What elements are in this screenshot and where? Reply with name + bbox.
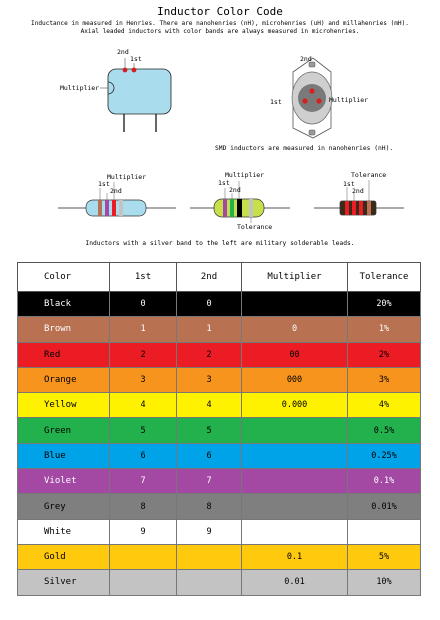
second-digit-cell (177, 570, 242, 595)
smd-dot-left (302, 98, 307, 103)
first-digit-cell: 2 (110, 342, 177, 367)
military-note: Inductors with a silver band to the left are military solderable leads. (85, 240, 355, 247)
table-row (18, 544, 421, 569)
first-digit-cell: 0 (110, 292, 177, 317)
axial-c-label-tolerance: Tolerance (351, 171, 387, 179)
header-tolerance: Tolerance (348, 263, 421, 292)
radial-inductor (100, 58, 171, 132)
second-digit-cell: 3 (177, 367, 242, 392)
first-digit-cell: 9 (110, 519, 177, 544)
first-digit-cell: 5 (110, 418, 177, 443)
second-digit-cell: 7 (177, 469, 242, 494)
table-row (18, 469, 421, 494)
second-digit-cell: 8 (177, 494, 242, 519)
radial-dot-1st (132, 68, 137, 73)
smd-label-2nd: 2nd (300, 55, 312, 63)
color-name-cell: White (18, 519, 110, 544)
tolerance-cell: 4% (348, 393, 421, 418)
inductor-diagrams (0, 0, 440, 260)
smd-inductor (292, 58, 332, 138)
multiplier-cell (242, 418, 348, 443)
tolerance-cell (348, 519, 421, 544)
color-name-cell: Brown (18, 317, 110, 342)
color-code-table (17, 262, 421, 596)
axial-b-label-1st: 1st (218, 179, 230, 187)
smd-label-1st: 1st (270, 98, 282, 106)
table-row (18, 570, 421, 595)
axial-a-label-2nd: 2nd (110, 187, 122, 195)
table-row (18, 393, 421, 418)
radial-body (108, 69, 171, 114)
table-row (18, 342, 421, 367)
first-digit-cell (110, 570, 177, 595)
radial-label-2nd: 2nd (117, 48, 129, 56)
color-name-cell: Black (18, 292, 110, 317)
header-color: Color (18, 263, 110, 292)
color-name-cell: Violet (18, 469, 110, 494)
first-digit-cell: 3 (110, 367, 177, 392)
tolerance-cell: 1% (348, 317, 421, 342)
color-name-cell: Blue (18, 443, 110, 468)
smd-core (298, 84, 326, 112)
color-name-cell: Red (18, 342, 110, 367)
first-digit-cell (110, 544, 177, 569)
tolerance-cell: 20% (348, 292, 421, 317)
multiplier-cell (242, 494, 348, 519)
radial-label-multiplier: Multiplier (60, 84, 100, 92)
multiplier-cell: 00 (242, 342, 348, 367)
second-digit-cell: 9 (177, 519, 242, 544)
header-multiplier: Multiplier (242, 263, 348, 292)
multiplier-cell: 0 (242, 317, 348, 342)
tolerance-cell: 2% (348, 342, 421, 367)
multiplier-cell (242, 292, 348, 317)
second-digit-cell: 5 (177, 418, 242, 443)
axial-a-label-1st: 1st (98, 180, 110, 188)
axial-b-label-tolerance: Tolerance (237, 223, 273, 231)
table-header-row (18, 263, 421, 292)
multiplier-cell (242, 443, 348, 468)
table-row (18, 367, 421, 392)
smd-label-multiplier: Multiplier (329, 96, 369, 104)
second-digit-cell: 2 (177, 342, 242, 367)
first-digit-cell: 1 (110, 317, 177, 342)
header-2nd: 2nd (177, 263, 242, 292)
second-digit-cell: 1 (177, 317, 242, 342)
color-name-cell: Orange (18, 367, 110, 392)
table-row (18, 418, 421, 443)
table-row (18, 443, 421, 468)
tolerance-cell: 0.5% (348, 418, 421, 443)
tolerance-cell: 5% (348, 544, 421, 569)
tolerance-cell: 0.01% (348, 494, 421, 519)
table-row (18, 519, 421, 544)
multiplier-cell: 0.000 (242, 393, 348, 418)
color-name-cell: Yellow (18, 393, 110, 418)
tolerance-cell: 3% (348, 367, 421, 392)
multiplier-cell (242, 469, 348, 494)
second-digit-cell (177, 544, 242, 569)
axial-c-label-2nd: 2nd (352, 187, 364, 195)
table-body (18, 292, 421, 596)
first-digit-cell: 6 (110, 443, 177, 468)
axial-inductor-c (314, 180, 404, 215)
first-digit-cell: 8 (110, 494, 177, 519)
multiplier-cell: 0.01 (242, 570, 348, 595)
multiplier-cell (242, 519, 348, 544)
color-name-cell: Gold (18, 544, 110, 569)
header-1st: 1st (110, 263, 177, 292)
smd-dot-right (316, 98, 321, 103)
axial-b-label-multiplier: Multiplier (225, 171, 265, 179)
tolerance-cell: 0.1% (348, 469, 421, 494)
page-title: Inductor Color Code (157, 5, 283, 18)
axial-b-label-2nd: 2nd (229, 186, 241, 194)
multiplier-cell: 000 (242, 367, 348, 392)
table-row (18, 317, 421, 342)
radial-label-1st: 1st (130, 55, 142, 63)
first-digit-cell: 4 (110, 393, 177, 418)
axial-a-label-multiplier: Multiplier (107, 173, 147, 181)
color-name-cell: Silver (18, 570, 110, 595)
color-name-cell: Green (18, 418, 110, 443)
tolerance-cell: 10% (348, 570, 421, 595)
smd-note: SMD inductors are measured in nanohenries (nH). (215, 145, 394, 152)
axial-c-label-1st: 1st (343, 180, 355, 188)
subtitle-line-1: Inductance in measured in Henries. There are nanohenries (nH), microhenries (uH) and millahenries (mH). (31, 20, 409, 27)
smd-dot-top (309, 88, 314, 93)
table-row (18, 292, 421, 317)
second-digit-cell: 4 (177, 393, 242, 418)
first-digit-cell: 7 (110, 469, 177, 494)
color-name-cell: Grey (18, 494, 110, 519)
second-digit-cell: 0 (177, 292, 242, 317)
multiplier-cell: 0.1 (242, 544, 348, 569)
table-row (18, 494, 421, 519)
subtitle-line-2: Axial leaded inductors with color bands are always measured in microhenries. (80, 28, 360, 35)
second-digit-cell: 6 (177, 443, 242, 468)
radial-dot-2nd (123, 68, 128, 73)
tolerance-cell: 0.25% (348, 443, 421, 468)
